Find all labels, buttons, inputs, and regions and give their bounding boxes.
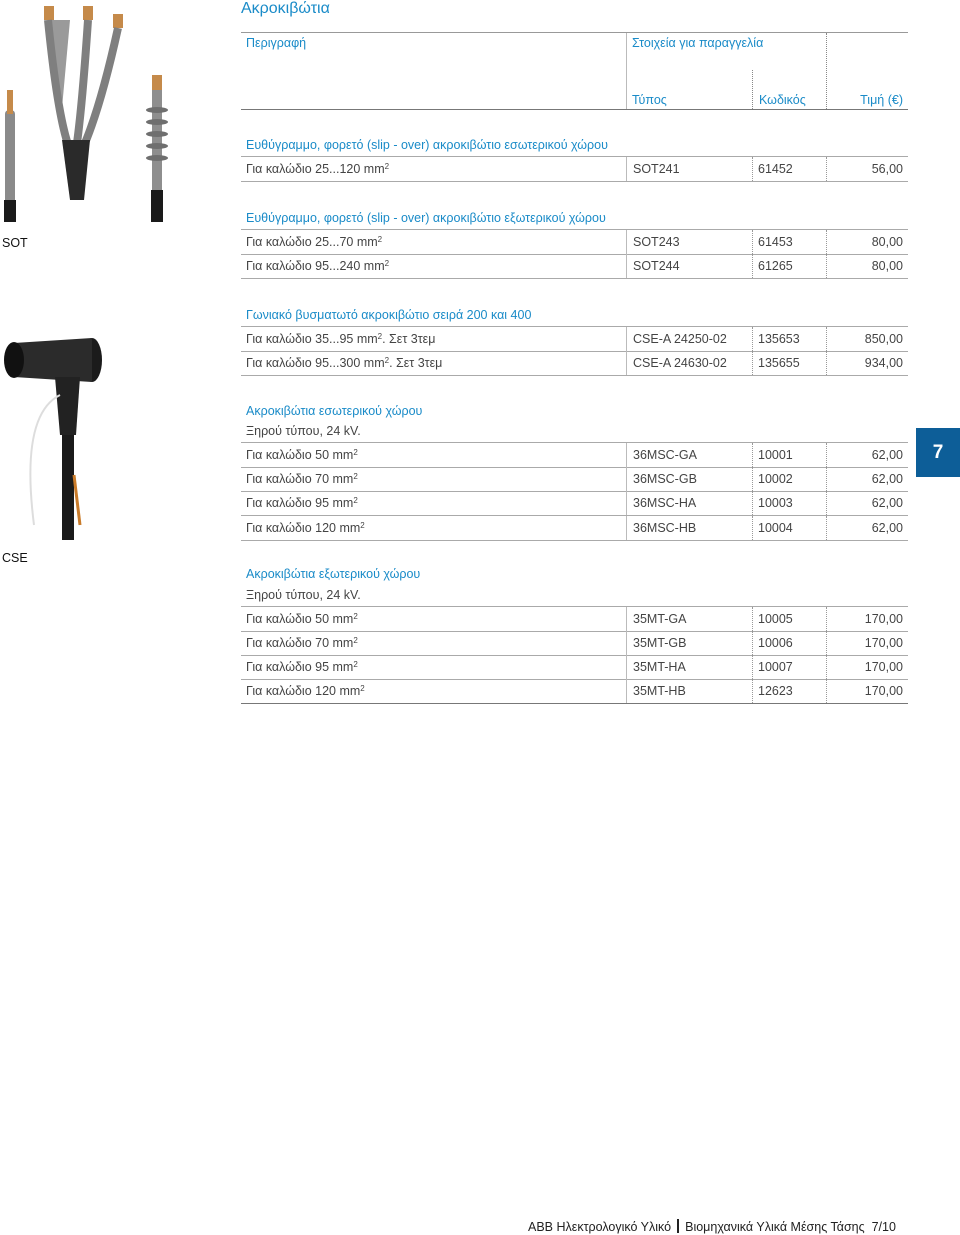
row-description: Για καλώδιο 95 $mm^2$ xyxy=(246,496,358,510)
table-row xyxy=(241,655,908,679)
header-bottom-rule xyxy=(241,109,908,110)
row-type: 35MT-HA xyxy=(633,660,686,674)
row-description: Για καλώδιο 95...240 $mm^2$ xyxy=(246,259,390,273)
header-divider xyxy=(752,70,753,109)
header-divider xyxy=(826,33,827,109)
row-description: Για καλώδιο 50 $mm^2$ xyxy=(246,448,358,462)
row-description: Για καλώδιο 95...300 $mm^2$. Σετ 3τεμ xyxy=(246,356,443,370)
rule xyxy=(241,278,908,279)
section-title: Ακροκιβώτια εσωτερικού χώρου xyxy=(246,404,423,418)
row-description: Για καλώδιο 120 $mm^2$ xyxy=(246,521,365,535)
row-code: 61452 xyxy=(758,162,793,176)
row-price: 850,00 xyxy=(864,332,903,346)
row-description: Για καλώδιο 25...120 $mm^2$ xyxy=(246,162,390,176)
table-row xyxy=(241,607,908,631)
page-number: 7/10 xyxy=(871,1220,896,1234)
row-description: Για καλώδιο 35...95 $mm^2$. Σετ 3τεμ xyxy=(246,332,436,346)
cse-connector-image xyxy=(0,325,110,540)
table-row xyxy=(241,254,908,278)
row-type: CSE-A 24630-02 xyxy=(633,356,727,370)
page-footer xyxy=(528,1219,896,1234)
section-title: Γωνιακό βυσματωτό ακροκιβώτιο σειρά 200 και 400 xyxy=(246,308,532,322)
row-type: SOT243 xyxy=(633,235,680,249)
table-row xyxy=(241,467,908,491)
footer-divider xyxy=(677,1219,679,1233)
row-type: SOT244 xyxy=(633,259,680,273)
header-divider xyxy=(626,33,627,109)
row-description: Για καλώδιο 25...70 $mm^2$ xyxy=(246,235,383,249)
row-price: 62,00 xyxy=(871,521,903,535)
table-row xyxy=(241,516,908,540)
rule xyxy=(241,703,908,704)
section-title: Ευθύγραμμο, φορετό (slip - over) ακροκιβώτιο εσωτερικού χώρου xyxy=(246,138,608,152)
row-price: 170,00 xyxy=(864,612,903,626)
row-code: 12623 xyxy=(758,684,793,698)
row-price: 170,00 xyxy=(864,684,903,698)
row-type: SOT241 xyxy=(633,162,680,176)
section-subtitle: Ξηρού τύπου, 24 kV. xyxy=(246,588,361,602)
row-code: 10007 xyxy=(758,660,793,674)
row-description: Για καλώδιο 50 $mm^2$ xyxy=(246,612,358,626)
row-type: 36MSC-GB xyxy=(633,472,697,486)
header-order-info: Στοιχεία για παραγγελία xyxy=(632,36,764,50)
header-price: Τιμή (€) xyxy=(860,93,903,107)
table-row xyxy=(241,230,908,254)
table-row xyxy=(241,351,908,375)
row-code: 10003 xyxy=(758,496,793,510)
row-code: 10005 xyxy=(758,612,793,626)
row-description: Για καλώδιο 95 $mm^2$ xyxy=(246,660,358,674)
header-type: Τύπος xyxy=(632,93,667,107)
header-code: Κωδικός xyxy=(759,93,806,107)
page-title: Ακροκιβώτια xyxy=(241,0,330,17)
table-row xyxy=(241,631,908,655)
row-code: 135653 xyxy=(758,332,800,346)
row-code: 10001 xyxy=(758,448,793,462)
row-code: 10006 xyxy=(758,636,793,650)
sot-termination-image xyxy=(0,0,180,228)
row-code: 135655 xyxy=(758,356,800,370)
row-price: 80,00 xyxy=(871,259,903,273)
row-description: Για καλώδιο 120 $mm^2$ xyxy=(246,684,365,698)
row-code: 10004 xyxy=(758,521,793,535)
row-price: 62,00 xyxy=(871,472,903,486)
header-description: Περιγραφή xyxy=(246,36,307,50)
table-row xyxy=(241,491,908,515)
rule xyxy=(241,540,908,541)
sot-label: SOT xyxy=(2,236,28,250)
row-code: 61265 xyxy=(758,259,793,273)
table-row xyxy=(241,157,908,181)
header-top-rule xyxy=(241,32,908,33)
section-title: Ευθύγραμμο, φορετό (slip - over) ακροκιβώτιο εξωτερικού χώρου xyxy=(246,211,606,225)
cse-label: CSE xyxy=(2,551,28,565)
footer-brand: ABB Ηλεκτρολογικό Υλικό xyxy=(528,1220,672,1234)
row-type: 36MSC-HA xyxy=(633,496,697,510)
row-type: 36MSC-HB xyxy=(633,521,697,535)
row-price: 56,00 xyxy=(871,162,903,176)
row-description: Για καλώδιο 70 $mm^2$ xyxy=(246,472,358,486)
row-code: 61453 xyxy=(758,235,793,249)
rule xyxy=(241,375,908,376)
row-price: 170,00 xyxy=(864,636,903,650)
row-price: 62,00 xyxy=(871,448,903,462)
row-type: 35MT-HB xyxy=(633,684,686,698)
row-price: 80,00 xyxy=(871,235,903,249)
table-row xyxy=(241,443,908,467)
row-type: 36MSC-GA xyxy=(633,448,697,462)
row-code: 10002 xyxy=(758,472,793,486)
section-subtitle: Ξηρού τύπου, 24 kV. xyxy=(246,424,361,438)
row-type: 35MT-GB xyxy=(633,636,687,650)
row-type: 35MT-GA xyxy=(633,612,687,626)
row-price: 62,00 xyxy=(871,496,903,510)
row-type: CSE-A 24250-02 xyxy=(633,332,727,346)
chapter-tab: 7 xyxy=(916,428,960,477)
table-row xyxy=(241,327,908,351)
rule xyxy=(241,181,908,182)
row-price: 934,00 xyxy=(864,356,903,370)
section-title: Ακροκιβώτια εξωτερικού χώρου xyxy=(246,567,421,581)
footer-text: Βιομηχανικά Υλικά Μέσης Τάσης xyxy=(685,1220,865,1234)
row-price: 170,00 xyxy=(864,660,903,674)
row-description: Για καλώδιο 70 $mm^2$ xyxy=(246,636,358,650)
table-row xyxy=(241,679,908,703)
